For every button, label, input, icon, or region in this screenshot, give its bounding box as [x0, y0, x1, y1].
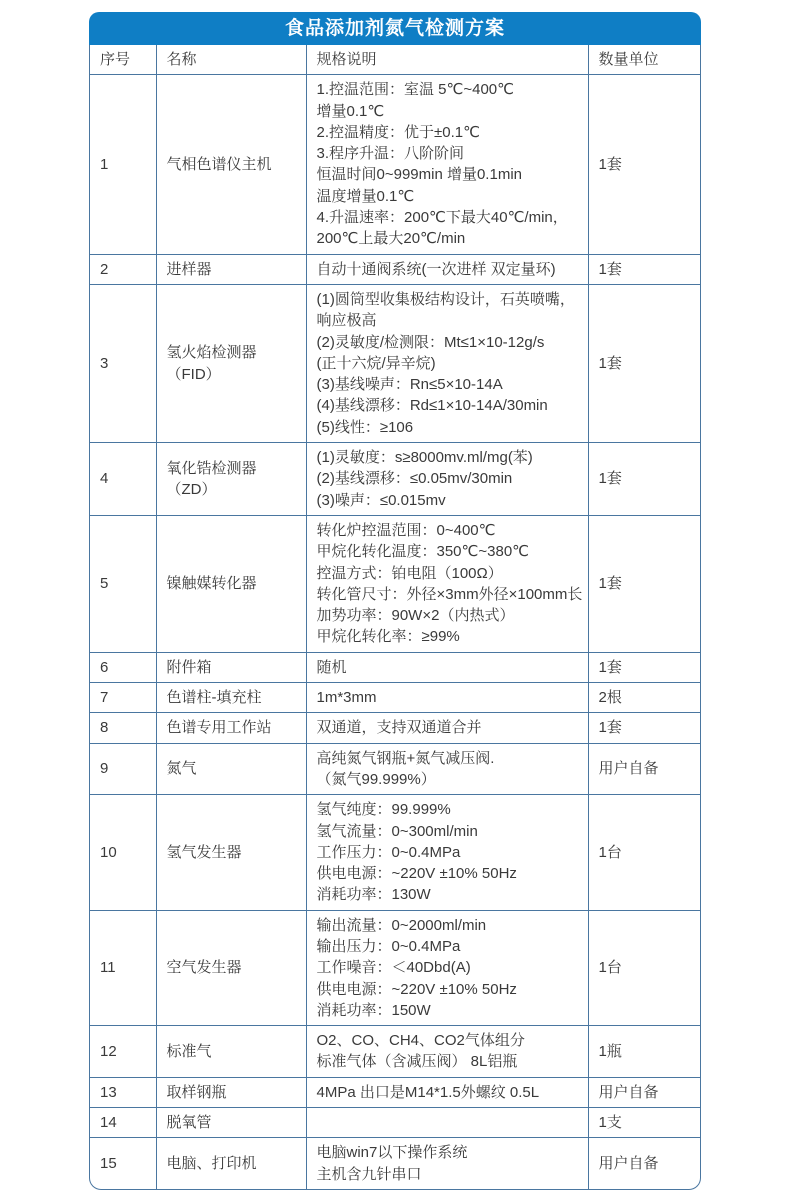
item-name-cell: 氧化锆检测器（ZD）: [156, 443, 306, 516]
item-name-cell: 色谱专用工作站: [156, 713, 306, 743]
spec-line: 1.控温范围：室温 5℃~400℃: [316, 81, 514, 99]
document-title: 食品添加剂氮气检测方案: [89, 12, 701, 45]
spec-line: (3)基线噪声：Rn≤5×10-14A: [316, 376, 503, 394]
spec-cell: [306, 254, 588, 284]
qty-cell: 1套: [588, 254, 700, 284]
spec-line: （氮气99.999%）: [316, 770, 436, 788]
spec-line: 消耗功率：130W: [316, 886, 431, 904]
header-cell: 数量单位: [588, 45, 700, 75]
spec-line: (3)噪声：≤0.015mv: [316, 491, 446, 509]
spec-line: 双通道，支持双通道合并: [316, 719, 482, 737]
row-number-cell: 7: [90, 683, 156, 713]
qty-cell: 1台: [588, 795, 700, 910]
qty-cell: 1套: [588, 515, 700, 652]
table-row: [90, 443, 700, 516]
spec-cell: [306, 284, 588, 442]
spec-line: 温度增量0.1℃: [316, 187, 415, 205]
item-name-cell: 附件箱: [156, 652, 306, 682]
qty-cell: 用户自备: [588, 1077, 700, 1107]
item-name-cell: 电脑、打印机: [156, 1138, 306, 1189]
qty-cell: 1套: [588, 443, 700, 516]
spec-cell: [306, 515, 588, 652]
spec-table-container: [89, 45, 701, 1190]
spec-line: 200℃上最大20℃/min: [316, 230, 466, 248]
qty-cell: 1台: [588, 910, 700, 1025]
table-row: [90, 515, 700, 652]
spec-table: [90, 45, 700, 1189]
spec-cell: [306, 652, 588, 682]
spec-line: (1)灵敏度：s≥8000mv.ml/mg(苯): [316, 449, 533, 467]
spec-cell: [306, 910, 588, 1025]
row-number-cell: 9: [90, 743, 156, 795]
spec-line: 4.升温速率：200℃下最大40℃/min，: [316, 209, 568, 227]
item-name-cell: 进样器: [156, 254, 306, 284]
spec-cell: [306, 1026, 588, 1078]
spec-line: (1)圆筒型收集极结构设计，石英喷嘴，: [316, 290, 575, 308]
row-number-cell: 5: [90, 515, 156, 652]
row-number-cell: 14: [90, 1108, 156, 1138]
item-name-cell: 取样钢瓶: [156, 1077, 306, 1107]
spec-line: O2、CO、CH4、CO2气体组分: [316, 1032, 525, 1050]
spec-line: 氢气流量：0~300ml/min: [316, 822, 478, 840]
row-number-cell: 12: [90, 1026, 156, 1078]
item-name-cell: 镍触媒转化器: [156, 515, 306, 652]
item-name-cell: 脱氧管: [156, 1108, 306, 1138]
qty-cell: 2根: [588, 683, 700, 713]
table-body: [90, 45, 700, 1189]
spec-line: (2)灵敏度/检测限：Mt≤1×10-12g/s: [316, 333, 545, 351]
row-number-cell: 3: [90, 284, 156, 442]
spec-cell: [306, 1077, 588, 1107]
item-name-cell: 色谱柱-填充柱: [156, 683, 306, 713]
table-row: [90, 1138, 700, 1189]
spec-line: 消耗功率：150W: [316, 1001, 431, 1019]
spec-sheet: [89, 12, 701, 1190]
row-number-cell: 2: [90, 254, 156, 284]
spec-line: 转化炉控温范围：0~400℃: [316, 521, 496, 539]
spec-line: 转化管尺寸：外径×3mm外径×100mm长: [316, 585, 583, 603]
spec-line: 供电电源：~220V ±10% 50Hz: [316, 865, 517, 883]
row-number-cell: 1: [90, 75, 156, 254]
item-name-cell: 氢火焰检测器（FID）: [156, 284, 306, 442]
spec-line: 甲烷化转化率：≥99%: [316, 628, 460, 646]
row-number-cell: 4: [90, 443, 156, 516]
qty-cell: 1套: [588, 75, 700, 254]
spec-line: 标准气体（含减压阀） 8L铝瓶: [316, 1053, 518, 1071]
item-name-cell: 空气发生器: [156, 910, 306, 1025]
qty-cell: 1套: [588, 652, 700, 682]
row-number-cell: 10: [90, 795, 156, 910]
row-number-cell: 13: [90, 1077, 156, 1107]
spec-line: 工作噪音：＜40Dbd(A): [316, 959, 471, 977]
header-cell: 规格说明: [306, 45, 588, 75]
spec-cell: [306, 443, 588, 516]
row-number-cell: 15: [90, 1138, 156, 1189]
spec-line: 主机含九针串口: [316, 1165, 422, 1183]
spec-line: 随机: [316, 658, 347, 676]
header-cell: 名称: [156, 45, 306, 75]
spec-line: 输出压力：0~0.4MPa: [316, 937, 461, 955]
table-row: [90, 683, 700, 713]
spec-line: 4MPa 出口是M14*1.5外螺纹 0.5L: [316, 1083, 540, 1101]
row-number-cell: 8: [90, 713, 156, 743]
spec-line: 自动十通阀系统(一次进样 双定量环): [316, 260, 556, 278]
spec-line: (5)线性：≥106: [316, 418, 414, 436]
item-name-cell: 标准气: [156, 1026, 306, 1078]
spec-line: 控温方式：铂电阻（100Ω）: [316, 564, 503, 582]
spec-line: 电脑win7以下操作系统: [316, 1144, 468, 1162]
table-row: [90, 284, 700, 442]
spec-line: 工作压力：0~0.4MPa: [316, 843, 461, 861]
spec-line: 1m*3mm: [316, 689, 377, 707]
spec-line: (4)基线漂移：Rd≤1×10-14A/30min: [316, 397, 548, 415]
table-row: [90, 254, 700, 284]
spec-line: 高纯氮气钢瓶+氮气减压阀.: [316, 749, 495, 767]
spec-line: 响应极高: [316, 312, 377, 330]
spec-cell: [306, 713, 588, 743]
spec-line: 2.控温精度：优于±0.1℃: [316, 123, 480, 141]
spec-cell: [306, 75, 588, 254]
table-row: [90, 1026, 700, 1078]
table-row: [90, 1108, 700, 1138]
spec-line: 加势功率：90W×2（内热式）: [316, 607, 515, 625]
spec-line: 恒温时间0~999min 增量0.1min: [316, 166, 522, 184]
table-row: [90, 910, 700, 1025]
header-cell: 序号: [90, 45, 156, 75]
spec-line: 甲烷化转化温度：350℃~380℃: [316, 543, 530, 561]
spec-cell: [306, 683, 588, 713]
spec-line: (2)基线漂移：≤0.05mv/30min: [316, 470, 513, 488]
table-row: [90, 795, 700, 910]
item-name-cell: 气相色谱仪主机: [156, 75, 306, 254]
qty-cell: 用户自备: [588, 743, 700, 795]
table-row: [90, 743, 700, 795]
spec-line: 输出流量：0~2000ml/min: [316, 916, 487, 934]
spec-cell: [306, 795, 588, 910]
qty-cell: 1套: [588, 713, 700, 743]
table-row: [90, 1077, 700, 1107]
spec-line: (正十六烷/异辛烷): [316, 354, 436, 372]
spec-line: 3.程序升温：八阶阶间: [316, 145, 465, 163]
item-name-cell: 氮气: [156, 743, 306, 795]
row-number-cell: 6: [90, 652, 156, 682]
spec-cell: [306, 743, 588, 795]
row-number-cell: 11: [90, 910, 156, 1025]
table-row: [90, 652, 700, 682]
table-row: [90, 75, 700, 254]
spec-line: 供电电源：~220V ±10% 50Hz: [316, 980, 517, 998]
qty-cell: 用户自备: [588, 1138, 700, 1189]
item-name-cell: 氢气发生器: [156, 795, 306, 910]
qty-cell: 1支: [588, 1108, 700, 1138]
table-row: [90, 713, 700, 743]
spec-line: 氢气纯度：99.999%: [316, 801, 451, 819]
spec-cell: [306, 1138, 588, 1189]
spec-cell: [306, 1108, 588, 1138]
spec-line: 增量0.1℃: [316, 102, 385, 120]
qty-cell: 1瓶: [588, 1026, 700, 1078]
header-row: [90, 45, 700, 75]
qty-cell: 1套: [588, 284, 700, 442]
